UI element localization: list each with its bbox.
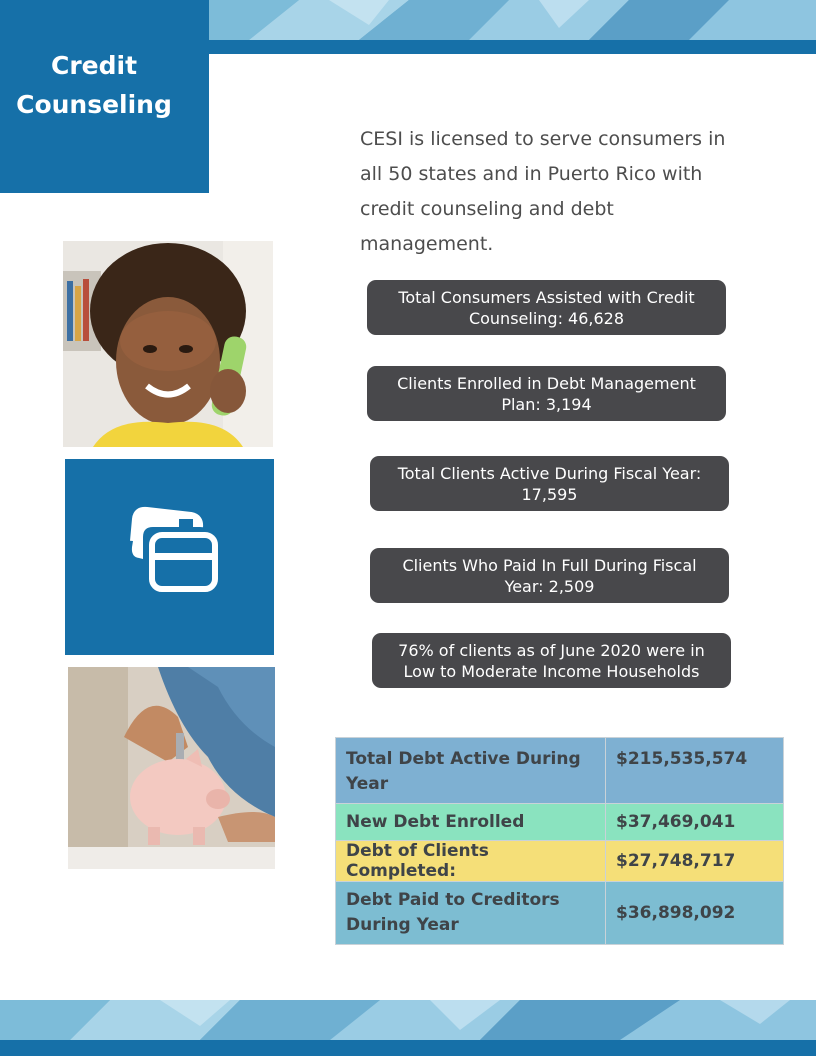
debt-label: Debt Paid to Creditors During Year (336, 882, 606, 945)
debt-value: $37,469,041 (606, 804, 784, 841)
debt-table (335, 737, 784, 945)
piggy-bank-photo (68, 667, 275, 869)
intro-paragraph: CESI is licensed to serve consumers in all 50 states and in Puerto Rico with credit counseling and debt management. (360, 128, 726, 255)
debt-label: Total Debt Active During Year (336, 738, 606, 804)
table-row (336, 882, 784, 945)
bottom-banner (0, 1000, 816, 1056)
top-banner (209, 0, 816, 54)
stat-consumers-assisted: Total Consumers Assisted with Credit Counseling: 46,628 (367, 280, 726, 335)
debt-value: $36,898,092 (606, 882, 784, 945)
page-title: Credit Counseling (16, 51, 172, 119)
title-box (0, 0, 209, 193)
debt-label: Debt of Clients Completed: (336, 841, 606, 882)
credit-card-icon (129, 501, 221, 597)
debt-value: $27,748,717 (606, 841, 784, 882)
table-row (336, 804, 784, 841)
stat-income-households: 76% of clients as of June 2020 were in Low to Moderate Income Households (372, 633, 731, 688)
woman-phone-photo (63, 241, 273, 447)
stat-clients-enrolled: Clients Enrolled in Debt Management Plan: 3,194 (367, 366, 726, 421)
debt-label: New Debt Enrolled (336, 804, 606, 841)
stat-clients-active: Total Clients Active During Fiscal Year: 17,595 (370, 456, 729, 511)
table-row (336, 738, 784, 804)
table-row (336, 841, 784, 882)
stat-clients-paid-full: Clients Who Paid In Full During Fiscal Year: 2,509 (370, 548, 729, 603)
credit-card-tile (65, 459, 274, 655)
debt-value: $215,535,574 (606, 738, 784, 804)
